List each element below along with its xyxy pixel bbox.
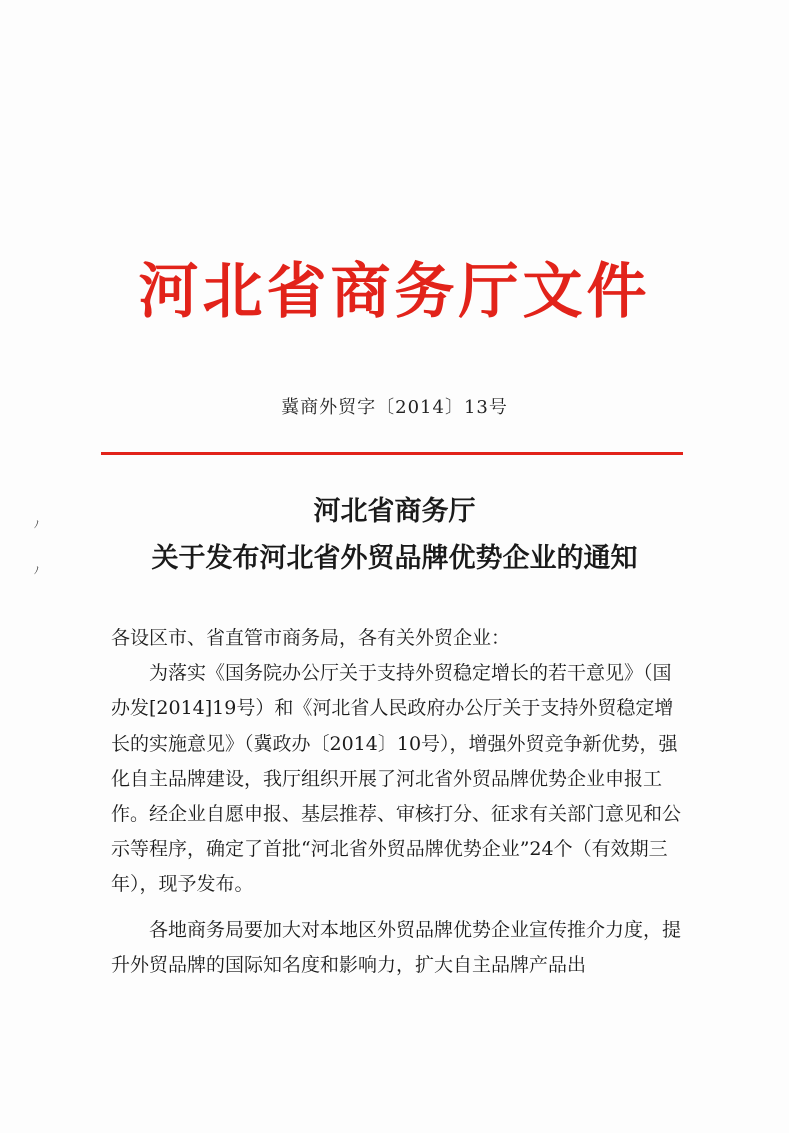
salutation: 各设区市、省直管市商务局，各有关外贸企业： bbox=[111, 627, 511, 649]
red-header-title: 河北省商务厅文件 bbox=[138, 257, 651, 327]
red-divider-line bbox=[101, 452, 683, 455]
scan-mark: ﾉ bbox=[34, 520, 39, 531]
body-paragraph-2: 各地商务局要加大对本地区外贸品牌优势企业宣传推介力度，提升外贸品牌的国际知名度和影响力，扩大自主品牌产品出 bbox=[111, 918, 682, 976]
notice-title-line-1: 河北省商务厅 bbox=[313, 496, 476, 527]
notice-body bbox=[111, 621, 685, 983]
scan-mark: ﾉ bbox=[34, 566, 39, 577]
notice-title-line-2: 关于发布河北省外贸品牌优势企业的通知 bbox=[151, 543, 638, 574]
body-paragraph-1: 为落实《国务院办公厅关于支持外贸稳定增长的若干意见》（国办发[2014]19号）和《河北省人民政府办公厅关于支持外贸稳定增长的实施意见》（冀政办〔2014〕10号），增强外贸竞争新优势，强化自主品牌建设，我厅组织开展了河北省外贸品牌优势企业申报工作。经企业自愿申报、基层推荐、审核打分、征求有关部门意见和公示等程序，确定了首批“河北省外贸品牌优势企业”24个（有效期三年），现予发布。 bbox=[111, 662, 682, 896]
document-number: 冀商外贸字〔2014〕13号 bbox=[281, 397, 508, 418]
